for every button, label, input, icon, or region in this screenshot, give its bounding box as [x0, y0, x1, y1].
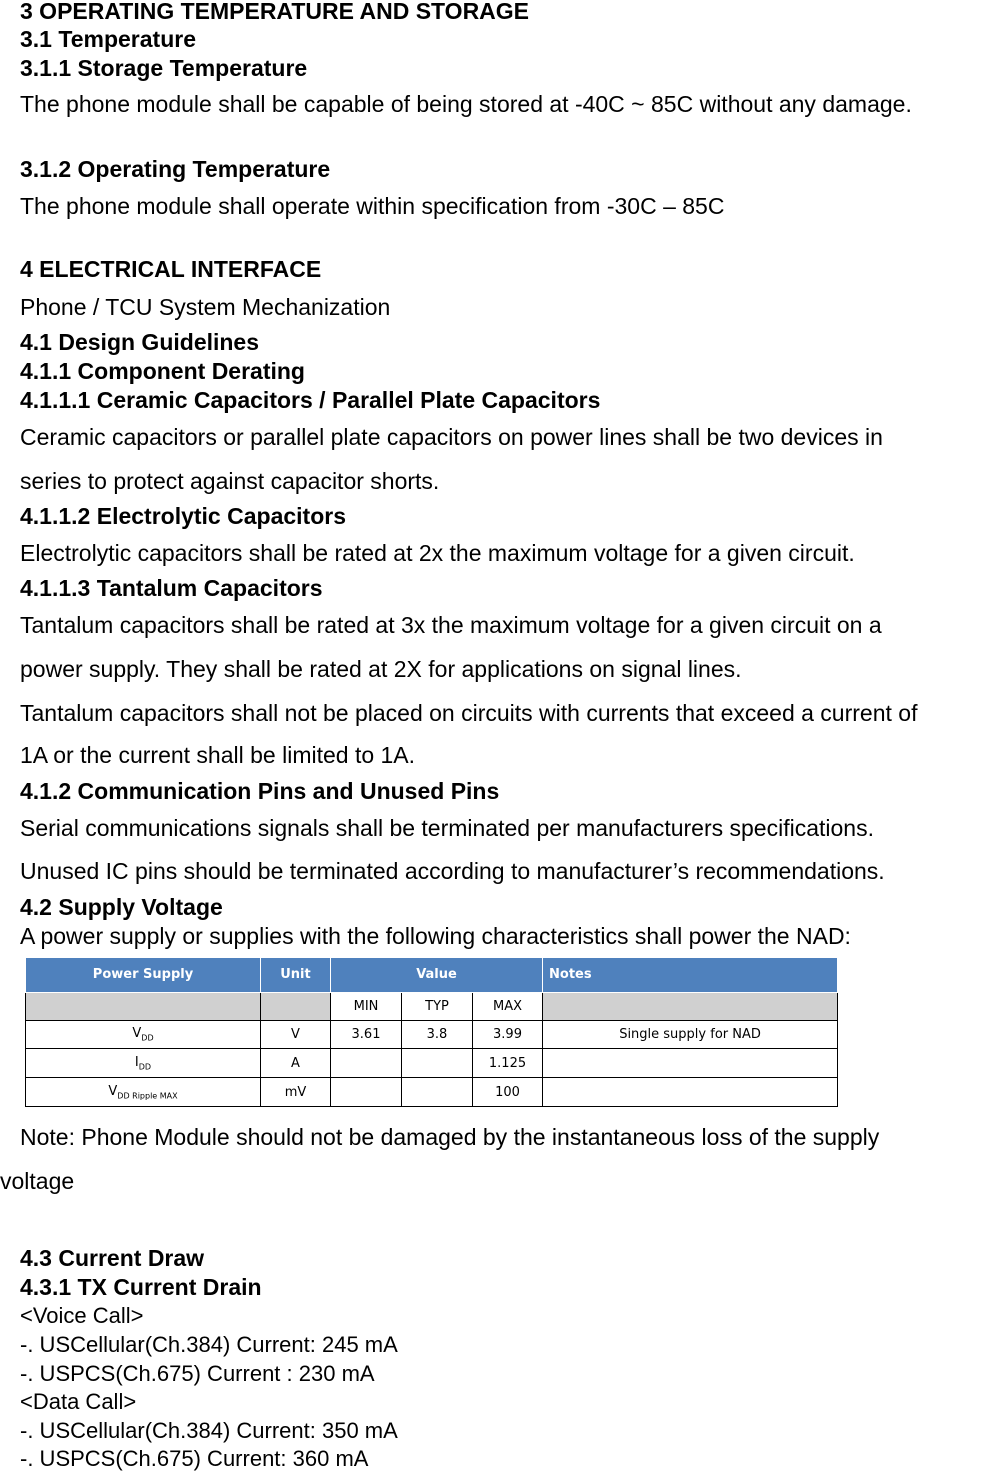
note-text-line1: Note: Phone Module should not be damaged by the instantaneous loss of the supply [20, 1124, 880, 1150]
section-4-2-heading: 4.2 Supply Voltage [20, 894, 223, 920]
row-max: 100 [473, 1078, 543, 1107]
row-typ: 3.8 [402, 1020, 473, 1049]
row-unit: A [261, 1049, 331, 1078]
note-text-line2: voltage [0, 1168, 75, 1194]
power-supply-table [25, 957, 838, 1107]
table-header-row [26, 958, 838, 993]
tantalum-text-line4: 1A or the current shall be limited to 1A. [20, 742, 416, 768]
section-4-1-heading: 4.1 Design Guidelines [20, 329, 260, 355]
section-4-3-heading: 4.3 Current Draw [20, 1245, 205, 1271]
table-subheader-row [26, 992, 838, 1020]
voice-uspcs-current: -. USPCS(Ch.675) Current : 230 mA [20, 1361, 375, 1386]
row-unit: V [261, 1020, 331, 1049]
row-min [331, 1049, 402, 1078]
voice-call-label: <Voice Call> [20, 1303, 144, 1328]
section-3-1-heading: 3.1 Temperature [20, 26, 196, 52]
section-4-3-1-heading: 4.3.1 TX Current Drain [20, 1274, 262, 1300]
tantalum-text-line3: Tantalum capacitors shall not be placed on circuits with currents that exceed a current of [20, 700, 918, 726]
electrolytic-text: Electrolytic capacitors shall be rated at 2x the maximum voltage for a given circuit. [20, 540, 855, 566]
section-4-1-1-2-heading: 4.1.1.2 Electrolytic Capacitors [20, 503, 346, 529]
row-name: $I_{DD}$ [26, 1049, 261, 1078]
row-typ [402, 1078, 473, 1107]
section-3-1-2-heading: 3.1.2 Operating Temperature [20, 156, 331, 182]
section-4-title: 4 ELECTRICAL INTERFACE [20, 256, 322, 282]
section-4-1-1-1-heading: 4.1.1.1 Ceramic Capacitors / Parallel Plate Capacitors [20, 387, 601, 413]
operating-temp-text: The phone module shall operate within specification from -30C – 85C [20, 193, 725, 219]
section-3-title: 3 OPERATING TEMPERATURE AND STORAGE [20, 0, 530, 24]
subheader-max: MAX [473, 992, 543, 1020]
row-name: $V_{DD}$ [26, 1020, 261, 1049]
row-notes [543, 1049, 838, 1078]
header-unit: Unit [261, 958, 331, 993]
table-row [26, 1020, 838, 1049]
header-value: Value [331, 958, 543, 993]
supply-voltage-text: A power supply or supplies with the following characteristics shall power the NAD: [20, 923, 851, 949]
row-max: 1.125 [473, 1049, 543, 1078]
mechanization-text: Phone / TCU System Mechanization [20, 294, 391, 320]
row-unit: mV [261, 1078, 331, 1107]
serial-comm-text: Serial communications signals shall be terminated per manufacturers specifications. [20, 815, 874, 841]
data-call-label: <Data Call> [20, 1389, 137, 1414]
ceramic-text-line2: series to protect against capacitor shorts. [20, 468, 440, 494]
row-max: 3.99 [473, 1020, 543, 1049]
header-power-supply: Power Supply [26, 958, 261, 993]
subheader-typ: TYP [402, 992, 473, 1020]
header-notes: Notes [543, 958, 838, 993]
row-name: $V_{DD Ripple MAX}$ [26, 1078, 261, 1107]
section-4-1-2-heading: 4.1.2 Communication Pins and Unused Pins [20, 778, 500, 804]
row-min: 3.61 [331, 1020, 402, 1049]
data-uspcs-current: -. USPCS(Ch.675) Current: 360 mA [20, 1446, 369, 1471]
unused-pins-text: Unused IC pins should be terminated according to manufacturer’s recommendations. [20, 858, 885, 884]
subheader-min: MIN [331, 992, 402, 1020]
section-3-1-1-heading: 3.1.1 Storage Temperature [20, 55, 308, 81]
row-typ [402, 1049, 473, 1078]
row-notes [543, 1078, 838, 1107]
ceramic-text-line1: Ceramic capacitors or parallel plate capacitors on power lines shall be two devices in [20, 424, 883, 450]
storage-temp-text: The phone module shall be capable of being stored at -40C ~ 85C without any damage. [20, 91, 912, 117]
tantalum-text-line2: power supply. They shall be rated at 2X for applications on signal lines. [20, 656, 742, 682]
data-uscellular-current: -. USCellular(Ch.384) Current: 350 mA [20, 1418, 398, 1443]
voice-uscellular-current: -. USCellular(Ch.384) Current: 245 mA [20, 1332, 398, 1357]
row-notes: Single supply for NAD [543, 1020, 838, 1049]
tantalum-text-line1: Tantalum capacitors shall be rated at 3x the maximum voltage for a given circuit on a [20, 612, 882, 638]
row-min [331, 1078, 402, 1107]
section-4-1-1-3-heading: 4.1.1.3 Tantalum Capacitors [20, 575, 323, 601]
table-row [26, 1049, 838, 1078]
table-row [26, 1078, 838, 1107]
section-4-1-1-heading: 4.1.1 Component Derating [20, 358, 305, 384]
